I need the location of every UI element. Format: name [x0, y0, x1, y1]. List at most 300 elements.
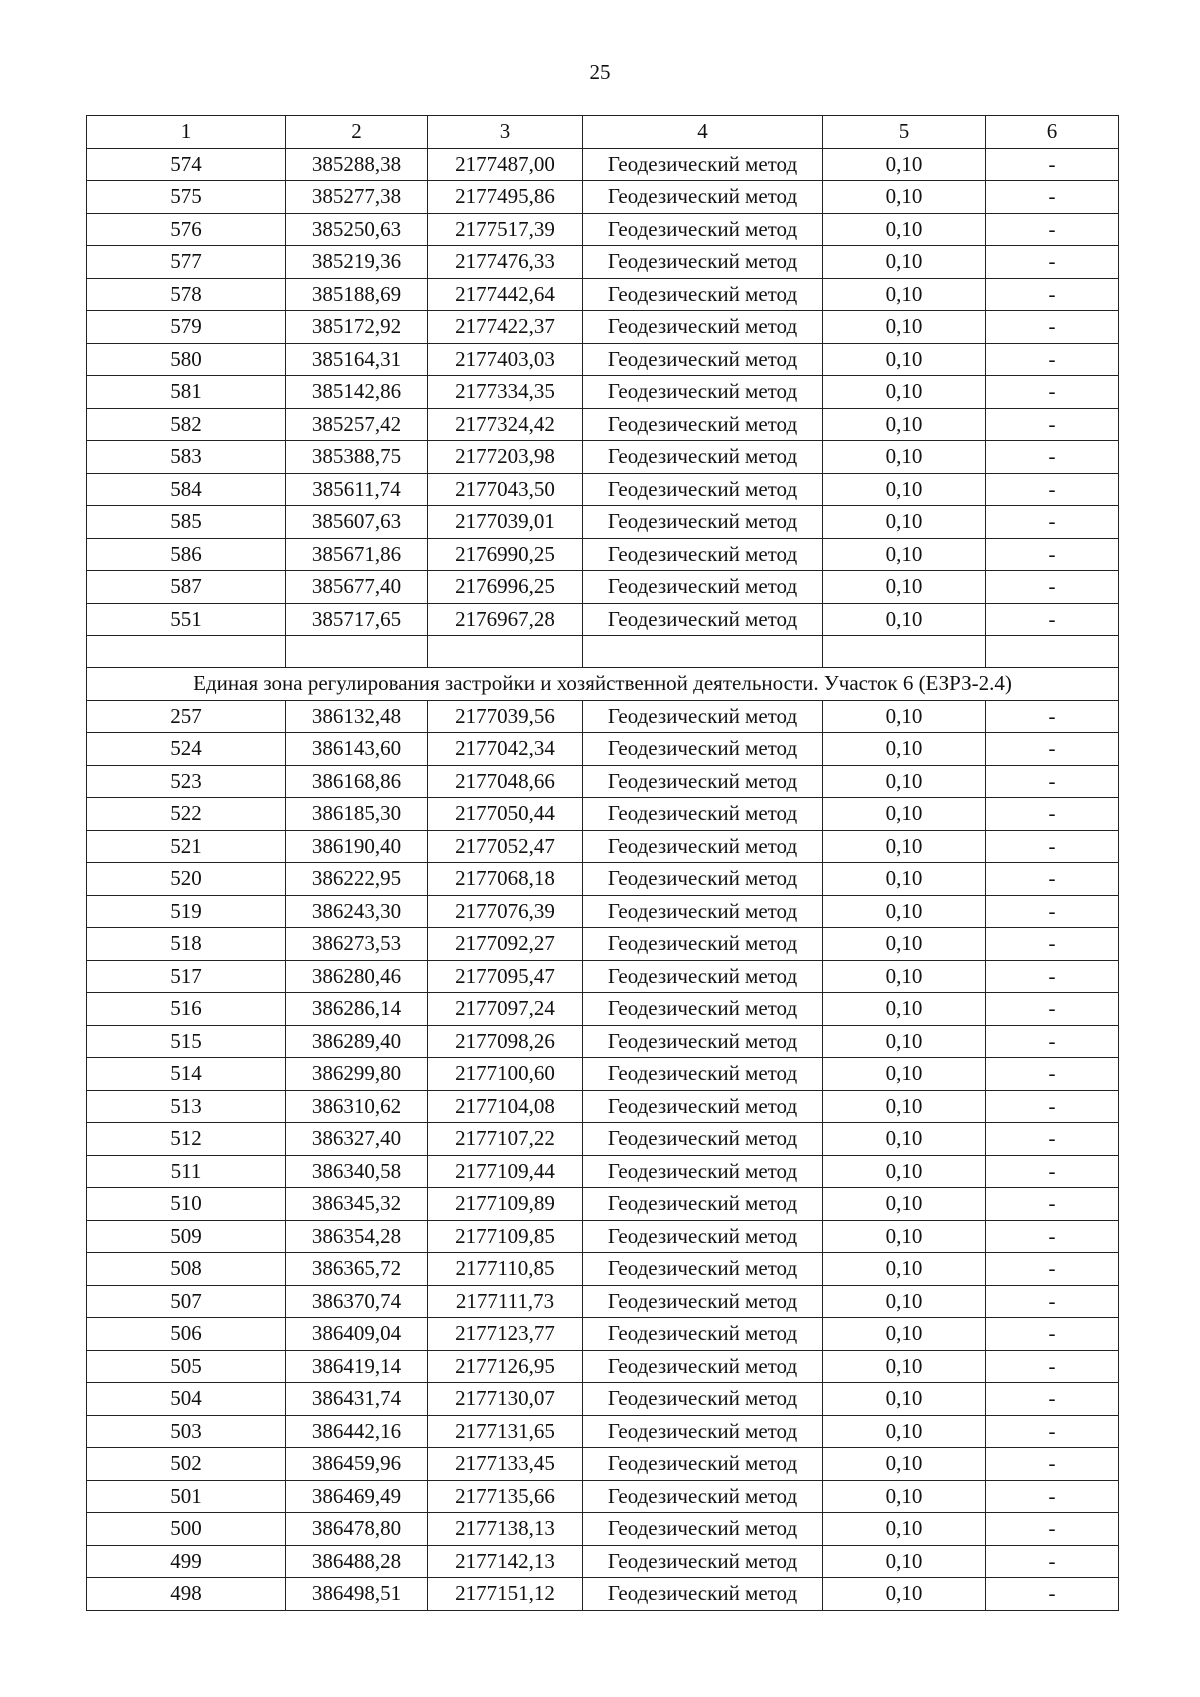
table-row: [87, 1025, 1119, 1058]
note-cell: -: [986, 863, 1119, 896]
point-number-cell: 579: [87, 311, 286, 344]
table-row: [87, 571, 1119, 604]
blank-cell: [286, 636, 428, 668]
accuracy-cell: 0,10: [823, 1578, 986, 1611]
accuracy-cell: 0,10: [823, 830, 986, 863]
accuracy-cell: 0,10: [823, 1318, 986, 1351]
accuracy-cell: 0,10: [823, 928, 986, 961]
table-row: [87, 1285, 1119, 1318]
x-coordinate-cell: 385611,74: [286, 473, 428, 506]
note-cell: -: [986, 311, 1119, 344]
note-cell: -: [986, 1058, 1119, 1091]
table-row: [87, 960, 1119, 993]
y-coordinate-cell: 2176996,25: [428, 571, 583, 604]
table-row: [87, 700, 1119, 733]
table-row: [87, 538, 1119, 571]
accuracy-cell: 0,10: [823, 1448, 986, 1481]
accuracy-cell: 0,10: [823, 408, 986, 441]
table-row: [87, 830, 1119, 863]
point-number-cell: 524: [87, 733, 286, 766]
point-number-cell: 505: [87, 1350, 286, 1383]
method-cell: Геодезический метод: [583, 1220, 823, 1253]
method-cell: Геодезический метод: [583, 1188, 823, 1221]
accuracy-cell: 0,10: [823, 863, 986, 896]
accuracy-cell: 0,10: [823, 765, 986, 798]
point-number-cell: 504: [87, 1383, 286, 1416]
x-coordinate-cell: 386431,74: [286, 1383, 428, 1416]
x-coordinate-cell: 386289,40: [286, 1025, 428, 1058]
note-cell: -: [986, 1415, 1119, 1448]
accuracy-cell: 0,10: [823, 960, 986, 993]
point-number-cell: 585: [87, 506, 286, 539]
x-coordinate-cell: 386365,72: [286, 1253, 428, 1286]
table-row: [87, 181, 1119, 214]
y-coordinate-cell: 2177104,08: [428, 1090, 583, 1123]
point-number-cell: 576: [87, 213, 286, 246]
header-cell: 3: [428, 116, 583, 149]
accuracy-cell: 0,10: [823, 213, 986, 246]
table-row: [87, 603, 1119, 636]
method-cell: Геодезический метод: [583, 993, 823, 1026]
blank-cell: [986, 636, 1119, 668]
y-coordinate-cell: 2176990,25: [428, 538, 583, 571]
accuracy-cell: 0,10: [823, 1253, 986, 1286]
y-coordinate-cell: 2177442,64: [428, 278, 583, 311]
point-number-cell: 582: [87, 408, 286, 441]
table-row: [87, 376, 1119, 409]
note-cell: -: [986, 798, 1119, 831]
y-coordinate-cell: 2177042,34: [428, 733, 583, 766]
y-coordinate-cell: 2177324,42: [428, 408, 583, 441]
y-coordinate-cell: 2177050,44: [428, 798, 583, 831]
note-cell: -: [986, 1513, 1119, 1546]
point-number-cell: 519: [87, 895, 286, 928]
point-number-cell: 514: [87, 1058, 286, 1091]
method-cell: Геодезический метод: [583, 1285, 823, 1318]
y-coordinate-cell: 2177487,00: [428, 148, 583, 181]
note-cell: -: [986, 1025, 1119, 1058]
table-row: [87, 408, 1119, 441]
method-cell: Геодезический метод: [583, 960, 823, 993]
point-number-cell: 501: [87, 1480, 286, 1513]
x-coordinate-cell: 386419,14: [286, 1350, 428, 1383]
note-cell: -: [986, 1448, 1119, 1481]
table-row: [87, 1383, 1119, 1416]
table-row: [87, 246, 1119, 279]
accuracy-cell: 0,10: [823, 473, 986, 506]
table-row: [87, 733, 1119, 766]
accuracy-cell: 0,10: [823, 1090, 986, 1123]
point-number-cell: 574: [87, 148, 286, 181]
note-cell: -: [986, 1350, 1119, 1383]
y-coordinate-cell: 2177097,24: [428, 993, 583, 1026]
x-coordinate-cell: 386354,28: [286, 1220, 428, 1253]
note-cell: -: [986, 700, 1119, 733]
table-row: [87, 1318, 1119, 1351]
point-number-cell: 511: [87, 1155, 286, 1188]
accuracy-cell: 0,10: [823, 798, 986, 831]
point-number-cell: 581: [87, 376, 286, 409]
method-cell: Геодезический метод: [583, 798, 823, 831]
x-coordinate-cell: 386286,14: [286, 993, 428, 1026]
table-row: [87, 798, 1119, 831]
method-cell: Геодезический метод: [583, 1415, 823, 1448]
table-row: [87, 473, 1119, 506]
y-coordinate-cell: 2177068,18: [428, 863, 583, 896]
method-cell: Геодезический метод: [583, 733, 823, 766]
method-cell: Геодезический метод: [583, 311, 823, 344]
note-cell: -: [986, 473, 1119, 506]
y-coordinate-cell: 2177133,45: [428, 1448, 583, 1481]
point-number-cell: 551: [87, 603, 286, 636]
method-cell: Геодезический метод: [583, 213, 823, 246]
accuracy-cell: 0,10: [823, 1025, 986, 1058]
note-cell: -: [986, 343, 1119, 376]
method-cell: Геодезический метод: [583, 278, 823, 311]
note-cell: -: [986, 928, 1119, 961]
note-cell: -: [986, 960, 1119, 993]
accuracy-cell: 0,10: [823, 343, 986, 376]
y-coordinate-cell: 2177052,47: [428, 830, 583, 863]
y-coordinate-cell: 2177092,27: [428, 928, 583, 961]
note-cell: -: [986, 1220, 1119, 1253]
x-coordinate-cell: 386143,60: [286, 733, 428, 766]
accuracy-cell: 0,10: [823, 1350, 986, 1383]
accuracy-cell: 0,10: [823, 181, 986, 214]
accuracy-cell: 0,10: [823, 700, 986, 733]
header-cell: 6: [986, 116, 1119, 149]
accuracy-cell: 0,10: [823, 733, 986, 766]
x-coordinate-cell: 386243,30: [286, 895, 428, 928]
x-coordinate-cell: 385164,31: [286, 343, 428, 376]
note-cell: -: [986, 1545, 1119, 1578]
note-cell: -: [986, 1383, 1119, 1416]
note-cell: -: [986, 1480, 1119, 1513]
y-coordinate-cell: 2177039,01: [428, 506, 583, 539]
table-row: [87, 1350, 1119, 1383]
point-number-cell: 523: [87, 765, 286, 798]
note-cell: -: [986, 408, 1119, 441]
accuracy-cell: 0,10: [823, 1058, 986, 1091]
y-coordinate-cell: 2177142,13: [428, 1545, 583, 1578]
accuracy-cell: 0,10: [823, 1513, 986, 1546]
x-coordinate-cell: 385257,42: [286, 408, 428, 441]
y-coordinate-cell: 2177123,77: [428, 1318, 583, 1351]
point-number-cell: 500: [87, 1513, 286, 1546]
accuracy-cell: 0,10: [823, 1545, 986, 1578]
y-coordinate-cell: 2177138,13: [428, 1513, 583, 1546]
method-cell: Геодезический метод: [583, 1253, 823, 1286]
blank-row: [87, 636, 1119, 668]
accuracy-cell: 0,10: [823, 246, 986, 279]
x-coordinate-cell: 386345,32: [286, 1188, 428, 1221]
table-row: [87, 213, 1119, 246]
method-cell: Геодезический метод: [583, 1545, 823, 1578]
blank-cell: [583, 636, 823, 668]
section-title-row: [87, 668, 1119, 701]
note-cell: -: [986, 1253, 1119, 1286]
x-coordinate-cell: 386168,86: [286, 765, 428, 798]
note-cell: -: [986, 571, 1119, 604]
point-number-cell: 520: [87, 863, 286, 896]
x-coordinate-cell: 386442,16: [286, 1415, 428, 1448]
table-row: [87, 863, 1119, 896]
y-coordinate-cell: 2177095,47: [428, 960, 583, 993]
coordinates-table-body: [87, 116, 1119, 1611]
y-coordinate-cell: 2177517,39: [428, 213, 583, 246]
point-number-cell: 513: [87, 1090, 286, 1123]
accuracy-cell: 0,10: [823, 603, 986, 636]
table-row: [87, 1058, 1119, 1091]
method-cell: Геодезический метод: [583, 246, 823, 279]
point-number-cell: 508: [87, 1253, 286, 1286]
method-cell: Геодезический метод: [583, 1448, 823, 1481]
x-coordinate-cell: 385671,86: [286, 538, 428, 571]
method-cell: Геодезический метод: [583, 148, 823, 181]
point-number-cell: 522: [87, 798, 286, 831]
method-cell: Геодезический метод: [583, 1318, 823, 1351]
y-coordinate-cell: 2177131,65: [428, 1415, 583, 1448]
note-cell: -: [986, 895, 1119, 928]
note-cell: -: [986, 830, 1119, 863]
point-number-cell: 509: [87, 1220, 286, 1253]
point-number-cell: 510: [87, 1188, 286, 1221]
x-coordinate-cell: 386222,95: [286, 863, 428, 896]
y-coordinate-cell: 2177476,33: [428, 246, 583, 279]
y-coordinate-cell: 2177110,85: [428, 1253, 583, 1286]
x-coordinate-cell: 385607,63: [286, 506, 428, 539]
x-coordinate-cell: 385219,36: [286, 246, 428, 279]
table-row: [87, 1253, 1119, 1286]
table-row: [87, 148, 1119, 181]
x-coordinate-cell: 385388,75: [286, 441, 428, 474]
table-row: [87, 441, 1119, 474]
note-cell: -: [986, 181, 1119, 214]
header-cell: 2: [286, 116, 428, 149]
x-coordinate-cell: 386409,04: [286, 1318, 428, 1351]
method-cell: Геодезический метод: [583, 895, 823, 928]
blank-cell: [87, 636, 286, 668]
page-number: 25: [589, 60, 611, 84]
accuracy-cell: 0,10: [823, 506, 986, 539]
method-cell: Геодезический метод: [583, 376, 823, 409]
y-coordinate-cell: 2177111,73: [428, 1285, 583, 1318]
method-cell: Геодезический метод: [583, 1480, 823, 1513]
note-cell: -: [986, 1318, 1119, 1351]
method-cell: Геодезический метод: [583, 603, 823, 636]
y-coordinate-cell: 2177039,56: [428, 700, 583, 733]
x-coordinate-cell: 385142,86: [286, 376, 428, 409]
note-cell: -: [986, 506, 1119, 539]
accuracy-cell: 0,10: [823, 311, 986, 344]
x-coordinate-cell: 386478,80: [286, 1513, 428, 1546]
table-row: [87, 1155, 1119, 1188]
x-coordinate-cell: 385277,38: [286, 181, 428, 214]
method-cell: Геодезический метод: [583, 830, 823, 863]
x-coordinate-cell: 386370,74: [286, 1285, 428, 1318]
note-cell: -: [986, 1285, 1119, 1318]
accuracy-cell: 0,10: [823, 441, 986, 474]
table-row: [87, 1513, 1119, 1546]
note-cell: -: [986, 1123, 1119, 1156]
note-cell: -: [986, 246, 1119, 279]
point-number-cell: 503: [87, 1415, 286, 1448]
x-coordinate-cell: 386488,28: [286, 1545, 428, 1578]
note-cell: -: [986, 765, 1119, 798]
table-row: [87, 343, 1119, 376]
y-coordinate-cell: 2177076,39: [428, 895, 583, 928]
point-number-cell: 518: [87, 928, 286, 961]
y-coordinate-cell: 2177109,89: [428, 1188, 583, 1221]
accuracy-cell: 0,10: [823, 1123, 986, 1156]
accuracy-cell: 0,10: [823, 376, 986, 409]
header-cell: 4: [583, 116, 823, 149]
x-coordinate-cell: 386327,40: [286, 1123, 428, 1156]
table-header-row: [87, 116, 1119, 149]
point-number-cell: 257: [87, 700, 286, 733]
method-cell: Геодезический метод: [583, 1090, 823, 1123]
x-coordinate-cell: 386469,49: [286, 1480, 428, 1513]
note-cell: -: [986, 1155, 1119, 1188]
method-cell: Геодезический метод: [583, 571, 823, 604]
y-coordinate-cell: 2177107,22: [428, 1123, 583, 1156]
method-cell: Геодезический метод: [583, 408, 823, 441]
accuracy-cell: 0,10: [823, 571, 986, 604]
table-row: [87, 993, 1119, 1026]
method-cell: Геодезический метод: [583, 1383, 823, 1416]
method-cell: Геодезический метод: [583, 441, 823, 474]
accuracy-cell: 0,10: [823, 1383, 986, 1416]
y-coordinate-cell: 2177048,66: [428, 765, 583, 798]
x-coordinate-cell: 386185,30: [286, 798, 428, 831]
x-coordinate-cell: 386498,51: [286, 1578, 428, 1611]
y-coordinate-cell: 2177135,66: [428, 1480, 583, 1513]
method-cell: Геодезический метод: [583, 343, 823, 376]
blank-cell: [823, 636, 986, 668]
table-row: [87, 311, 1119, 344]
table-row: [87, 928, 1119, 961]
note-cell: -: [986, 148, 1119, 181]
table-row: [87, 1090, 1119, 1123]
table-row: [87, 1220, 1119, 1253]
method-cell: Геодезический метод: [583, 1513, 823, 1546]
y-coordinate-cell: 2177043,50: [428, 473, 583, 506]
x-coordinate-cell: 386190,40: [286, 830, 428, 863]
x-coordinate-cell: 385250,63: [286, 213, 428, 246]
point-number-cell: 575: [87, 181, 286, 214]
y-coordinate-cell: 2177203,98: [428, 441, 583, 474]
point-number-cell: 587: [87, 571, 286, 604]
note-cell: -: [986, 1090, 1119, 1123]
method-cell: Геодезический метод: [583, 1155, 823, 1188]
accuracy-cell: 0,10: [823, 1480, 986, 1513]
point-number-cell: 578: [87, 278, 286, 311]
note-cell: -: [986, 993, 1119, 1026]
table-row: [87, 506, 1119, 539]
x-coordinate-cell: 385677,40: [286, 571, 428, 604]
table-row: [87, 1545, 1119, 1578]
note-cell: -: [986, 441, 1119, 474]
x-coordinate-cell: 385288,38: [286, 148, 428, 181]
method-cell: Геодезический метод: [583, 181, 823, 214]
point-number-cell: 515: [87, 1025, 286, 1058]
point-number-cell: 507: [87, 1285, 286, 1318]
table-row: [87, 1415, 1119, 1448]
table-row: [87, 1480, 1119, 1513]
point-number-cell: 516: [87, 993, 286, 1026]
x-coordinate-cell: 385717,65: [286, 603, 428, 636]
y-coordinate-cell: 2177109,44: [428, 1155, 583, 1188]
method-cell: Геодезический метод: [583, 928, 823, 961]
x-coordinate-cell: 386340,58: [286, 1155, 428, 1188]
method-cell: Геодезический метод: [583, 1578, 823, 1611]
method-cell: Геодезический метод: [583, 700, 823, 733]
blank-cell: [428, 636, 583, 668]
x-coordinate-cell: 386459,96: [286, 1448, 428, 1481]
method-cell: Геодезический метод: [583, 1350, 823, 1383]
accuracy-cell: 0,10: [823, 895, 986, 928]
method-cell: Геодезический метод: [583, 1123, 823, 1156]
table-row: [87, 1188, 1119, 1221]
accuracy-cell: 0,10: [823, 538, 986, 571]
method-cell: Геодезический метод: [583, 863, 823, 896]
point-number-cell: 512: [87, 1123, 286, 1156]
header-cell: 1: [87, 116, 286, 149]
point-number-cell: 499: [87, 1545, 286, 1578]
y-coordinate-cell: 2177495,86: [428, 181, 583, 214]
table-row: [87, 1123, 1119, 1156]
table-row: [87, 895, 1119, 928]
table-row: [87, 278, 1119, 311]
x-coordinate-cell: 386132,48: [286, 700, 428, 733]
y-coordinate-cell: 2177098,26: [428, 1025, 583, 1058]
section-title: Единая зона регулирования застройки и хозяйственной деятельности. Участок 6 (ЕЗРЗ-2.4): [87, 668, 1119, 701]
accuracy-cell: 0,10: [823, 148, 986, 181]
x-coordinate-cell: 386273,53: [286, 928, 428, 961]
note-cell: -: [986, 733, 1119, 766]
x-coordinate-cell: 386310,62: [286, 1090, 428, 1123]
note-cell: -: [986, 278, 1119, 311]
method-cell: Геодезический метод: [583, 1058, 823, 1091]
method-cell: Геодезический метод: [583, 506, 823, 539]
header-cell: 5: [823, 116, 986, 149]
y-coordinate-cell: 2177334,35: [428, 376, 583, 409]
point-number-cell: 498: [87, 1578, 286, 1611]
point-number-cell: 584: [87, 473, 286, 506]
y-coordinate-cell: 2177422,37: [428, 311, 583, 344]
point-number-cell: 580: [87, 343, 286, 376]
note-cell: -: [986, 1188, 1119, 1221]
method-cell: Геодезический метод: [583, 1025, 823, 1058]
accuracy-cell: 0,10: [823, 1188, 986, 1221]
accuracy-cell: 0,10: [823, 1155, 986, 1188]
y-coordinate-cell: 2176967,28: [428, 603, 583, 636]
y-coordinate-cell: 2177151,12: [428, 1578, 583, 1611]
method-cell: Геодезический метод: [583, 538, 823, 571]
point-number-cell: 502: [87, 1448, 286, 1481]
table-row: [87, 1448, 1119, 1481]
y-coordinate-cell: 2177109,85: [428, 1220, 583, 1253]
x-coordinate-cell: 386299,80: [286, 1058, 428, 1091]
accuracy-cell: 0,10: [823, 993, 986, 1026]
y-coordinate-cell: 2177130,07: [428, 1383, 583, 1416]
point-number-cell: 506: [87, 1318, 286, 1351]
point-number-cell: 583: [87, 441, 286, 474]
table-row: [87, 1578, 1119, 1611]
note-cell: -: [986, 213, 1119, 246]
accuracy-cell: 0,10: [823, 1220, 986, 1253]
point-number-cell: 517: [87, 960, 286, 993]
